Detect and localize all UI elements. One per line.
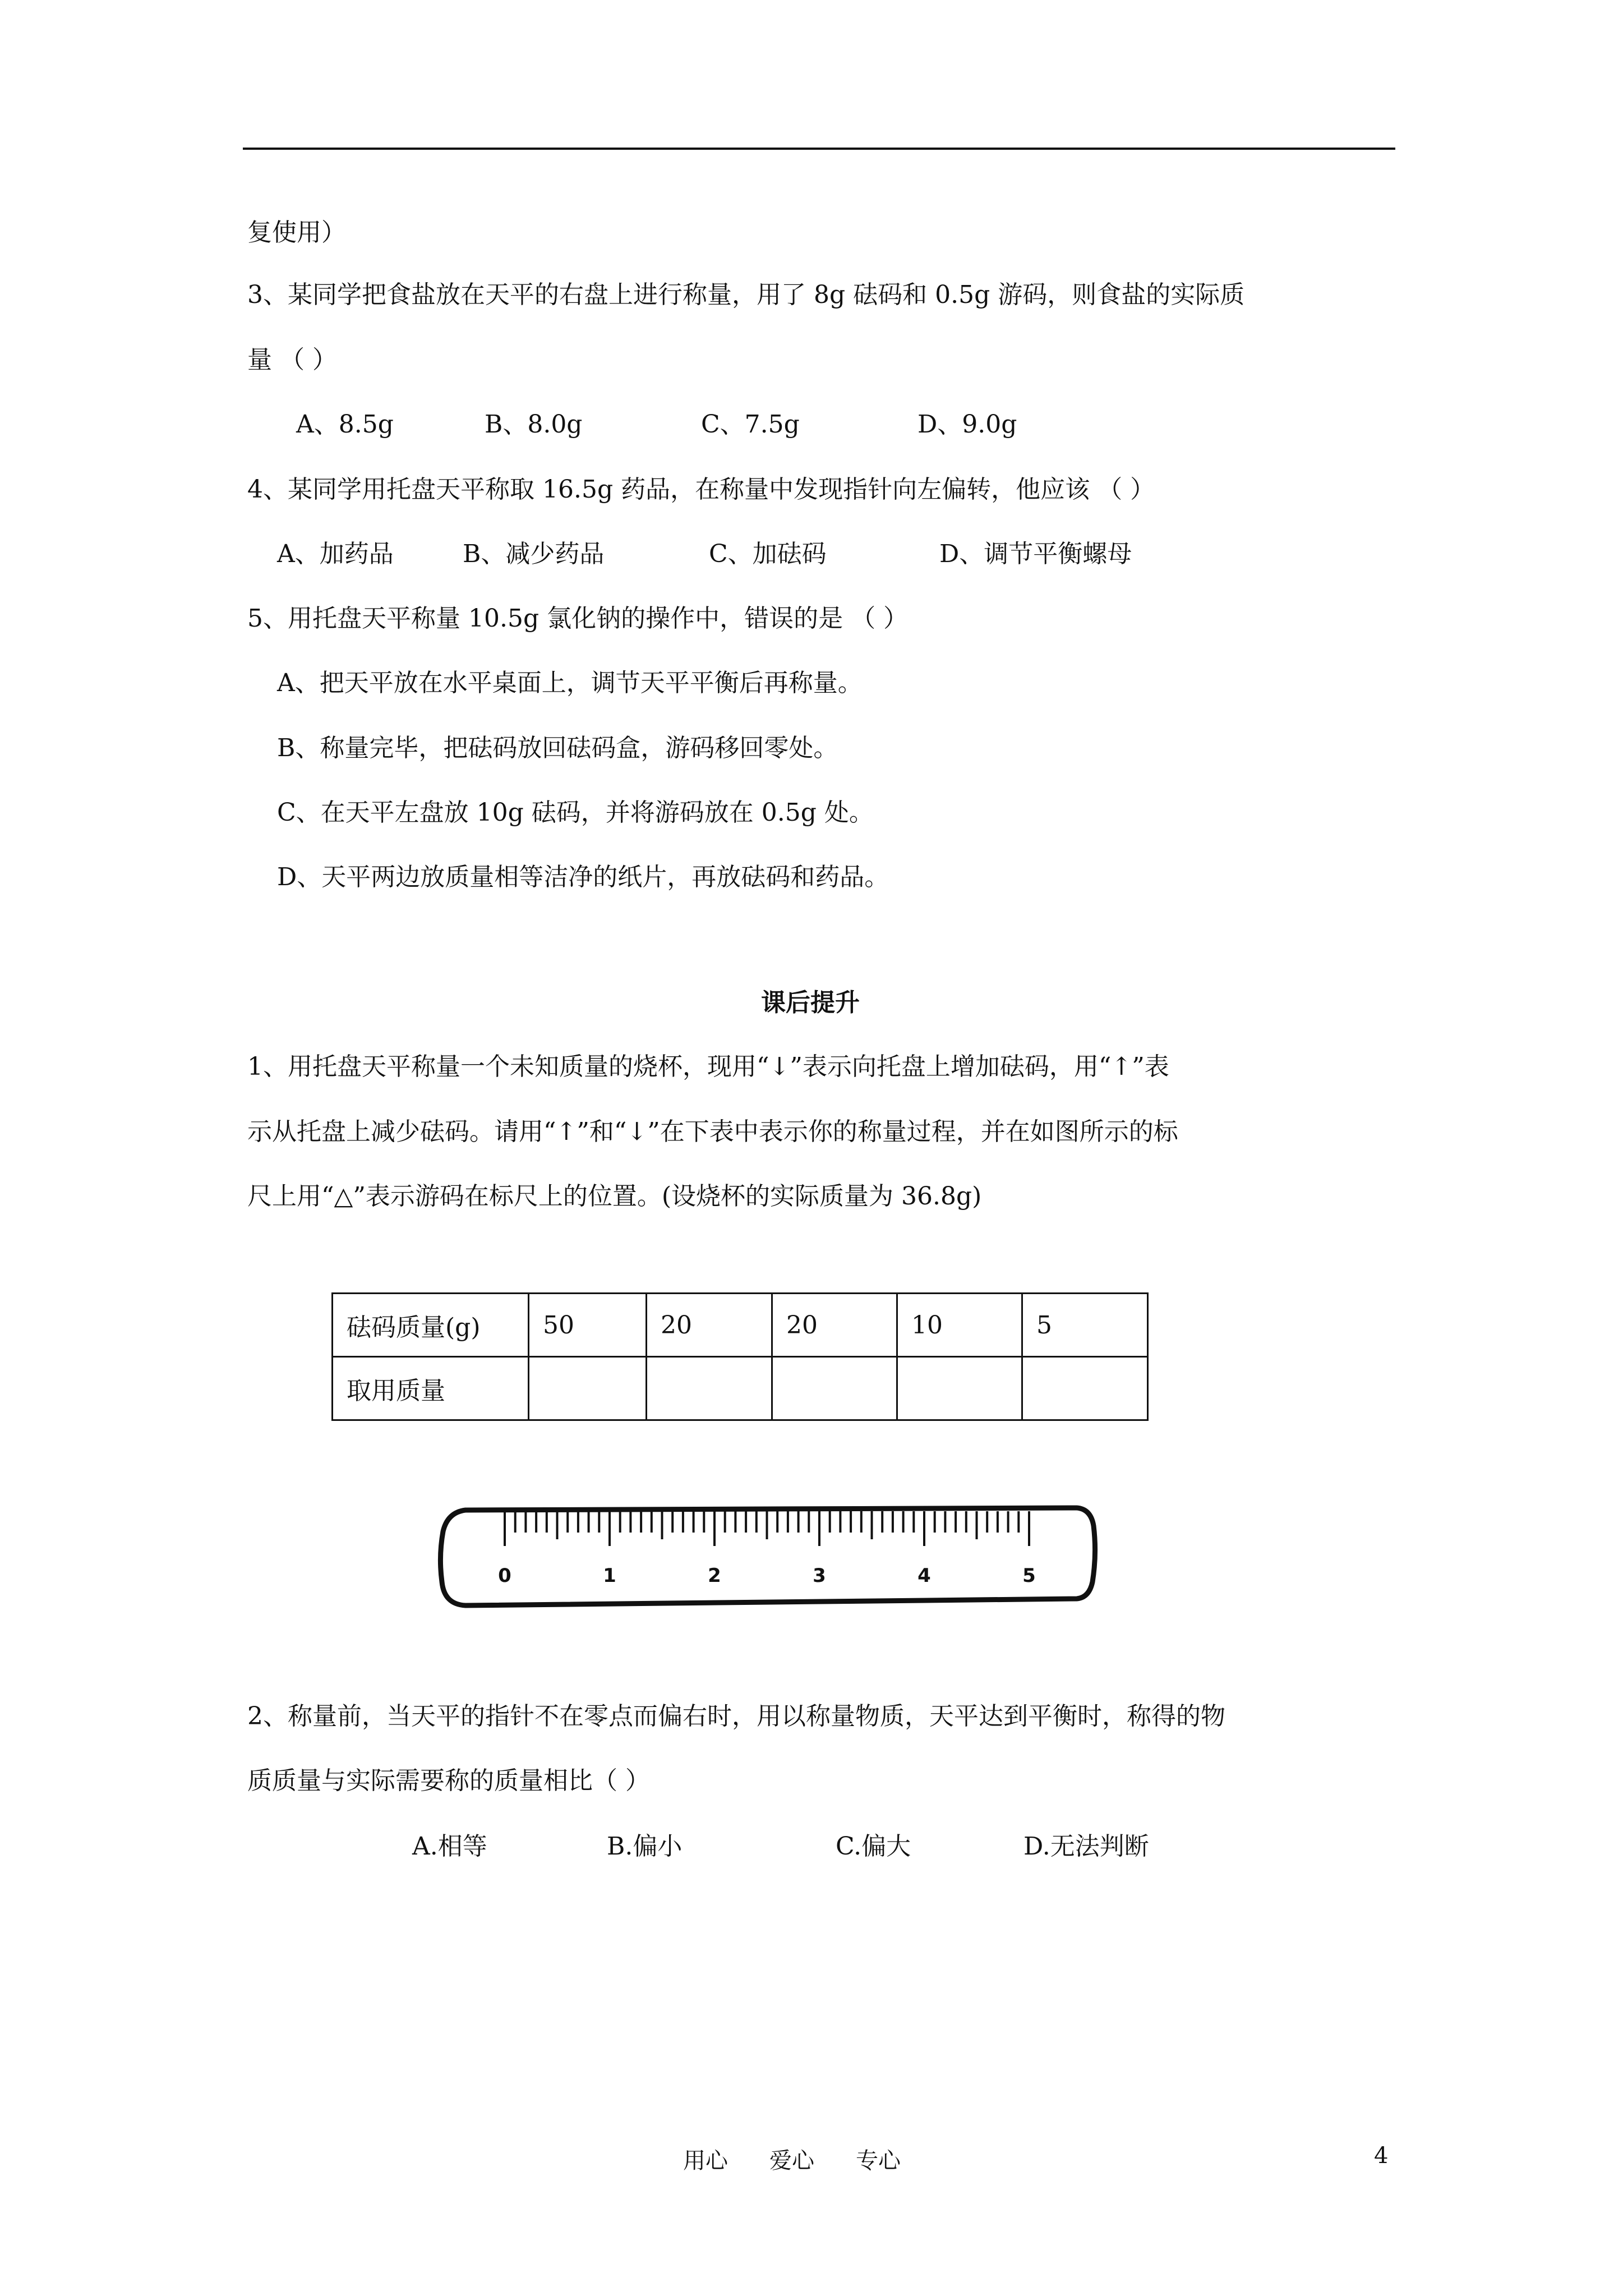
footer-motto-3: 专心	[856, 2148, 901, 2174]
q5-option-d: D、天平两边放质量相等洁净的纸片，再放砝码和药品。	[277, 863, 889, 891]
q5-option-a: A、把天平放在水平桌面上，调节天平平衡后再称量。	[277, 669, 863, 697]
p1-line3: 尺上用“△”表示游码在标尺上的位置。(设烧杯的实际质量为 36.8g)	[247, 1182, 982, 1211]
table-cell	[772, 1357, 897, 1420]
ruler-label: 4	[917, 1565, 931, 1587]
table-cell: 20	[772, 1294, 897, 1357]
footer-motto-1: 用心	[683, 2148, 728, 2174]
q5-option-c: C、在天平左盘放 10g 砝码，并将游码放在 0.5g 处。	[277, 798, 874, 827]
table-header-cell: 取用质量	[333, 1357, 529, 1420]
q4-line1: 4、某同学用托盘天平称取 16.5g 药品，在称量中发现指针向左偏转，他应该 （ ）	[247, 475, 1155, 504]
balance-ruler-figure	[432, 1487, 1105, 1621]
weights-table	[331, 1292, 1149, 1421]
q4-option-d: D、调节平衡螺母	[939, 540, 1132, 568]
continuation-text: 复使用）	[247, 218, 346, 247]
table-cell	[897, 1357, 1022, 1420]
table-cell	[1022, 1357, 1148, 1420]
q3-line2: 量 （ ）	[247, 346, 337, 374]
page-number: 4	[1374, 2143, 1389, 2169]
ruler-label: 0	[498, 1565, 511, 1587]
p2-option-b: B.偏小	[607, 1832, 683, 1861]
header-rule	[243, 148, 1395, 150]
q3-option-d: D、9.0g	[917, 410, 1017, 439]
table-cell: 5	[1022, 1294, 1148, 1357]
p2-option-c: C.偏大	[836, 1832, 911, 1861]
p2-option-a: A.相等	[412, 1832, 487, 1861]
table-cell: 50	[529, 1294, 647, 1357]
footer-motto-2: 爱心	[769, 2148, 814, 2174]
p2-option-d: D.无法判断	[1023, 1832, 1149, 1861]
ruler-label: 3	[813, 1565, 826, 1587]
q4-option-b: B、减少药品	[463, 540, 605, 568]
section-title: 课后提升	[761, 988, 860, 1017]
table-header-cell: 砝码质量(g)	[333, 1294, 529, 1357]
ruler-label: 1	[603, 1565, 616, 1587]
q4-option-c: C、加砝码	[709, 540, 827, 568]
table-row	[333, 1294, 1148, 1357]
table-cell: 10	[897, 1294, 1022, 1357]
p1-line2: 示从托盘上减少砝码。请用“↑”和“↓”在下表中表示你的称量过程，并在如图所示的标	[247, 1117, 1178, 1146]
q3-option-c: C、7.5g	[701, 410, 800, 439]
table-row	[333, 1357, 1148, 1420]
q5-line1: 5、用托盘天平称量 10.5g 氯化钠的操作中，错误的是 （ ）	[247, 604, 909, 633]
p1-line1: 1、用托盘天平称量一个未知质量的烧杯，现用“↓”表示向托盘上增加砝码，用“↑”表	[247, 1052, 1169, 1081]
p2-line2: 质质量与实际需要称的质量相比（ ）	[247, 1766, 650, 1795]
p2-line1: 2、称量前，当天平的指针不在零点而偏右时，用以称量物质，天平达到平衡时，称得的物	[247, 1702, 1225, 1731]
ruler-label: 5	[1022, 1565, 1036, 1587]
table-cell	[529, 1357, 647, 1420]
ruler-label: 2	[708, 1565, 721, 1587]
q3-option-b: B、8.0g	[485, 410, 583, 439]
q5-option-b: B、称量完毕，把砝码放回砝码盒，游码移回零处。	[277, 734, 838, 762]
q3-option-a: A、8.5g	[296, 410, 394, 439]
q4-option-a: A、加药品	[277, 540, 394, 568]
table-cell: 20	[647, 1294, 772, 1357]
table-cell	[647, 1357, 772, 1420]
q3-line1: 3、某同学把食盐放在天平的右盘上进行称量，用了 8g 砝码和 0.5g 游码，则食盐的实际质	[247, 280, 1245, 309]
